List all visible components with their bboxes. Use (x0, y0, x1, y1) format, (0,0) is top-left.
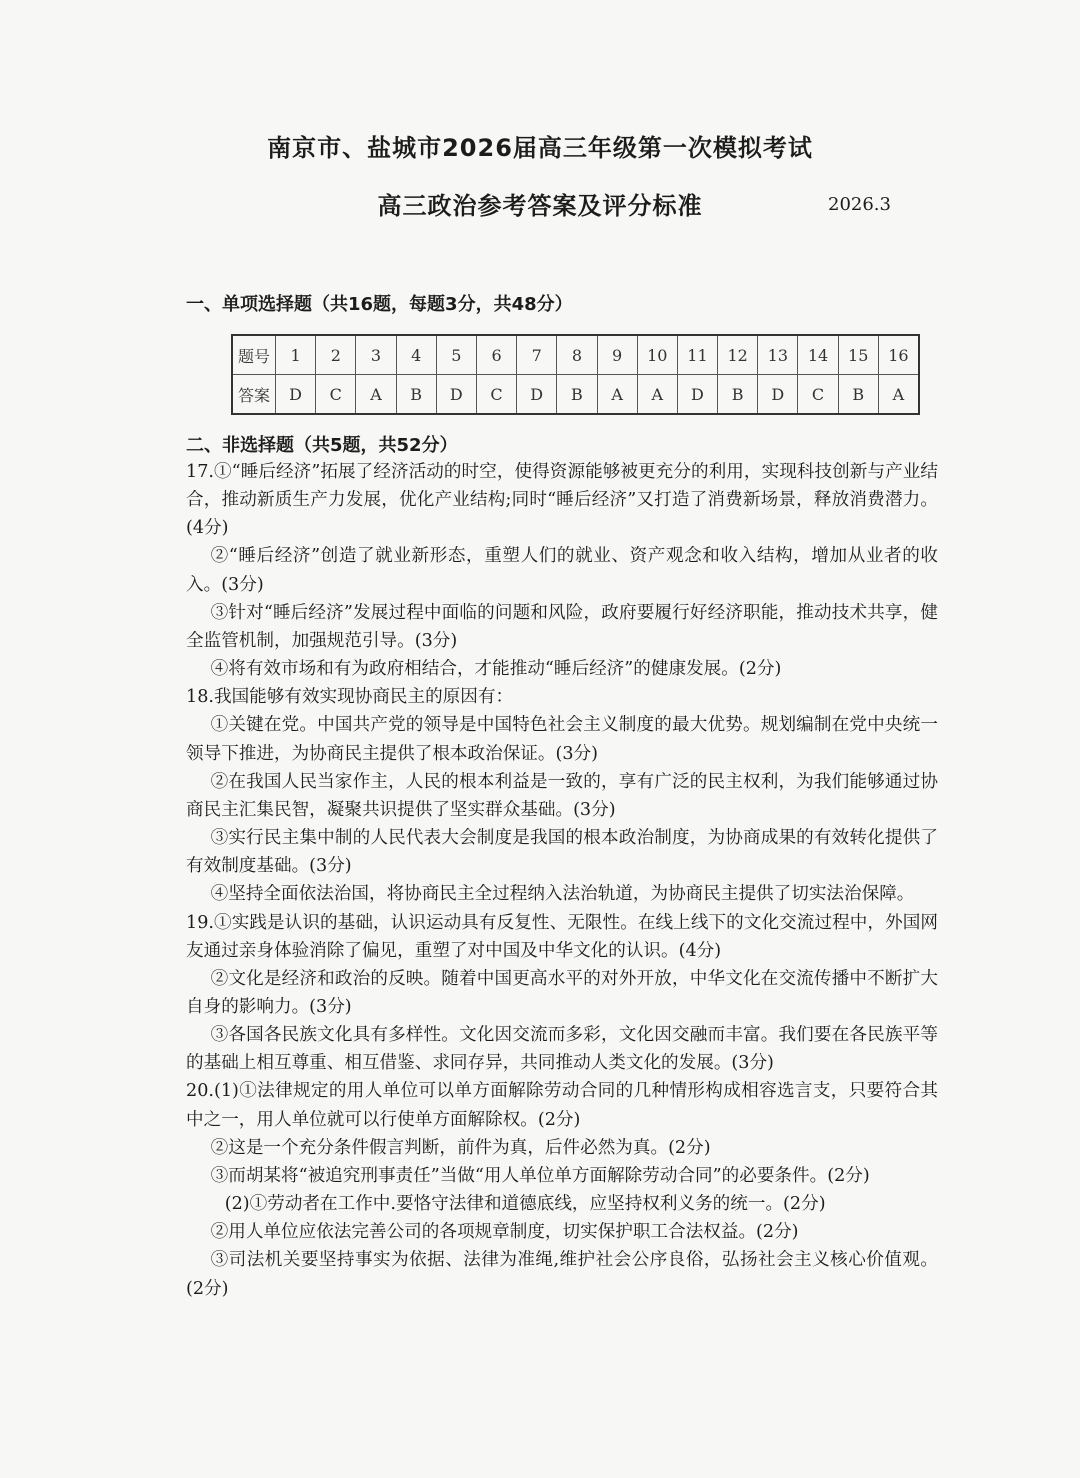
answer-body (186, 458, 938, 1303)
question-number-cell: 4 (396, 335, 436, 375)
answer-paragraph: ④将有效市场和有为政府相结合，才能推动“睡后经济”的健康发展。(2分) (210, 659, 782, 680)
question-number-cell: 11 (677, 335, 717, 375)
answer-cell: A (878, 375, 919, 415)
answer-paragraph: 18.我国能够有效实现协商民主的原因有： (186, 687, 514, 708)
answer-cell: B (396, 375, 436, 415)
question-number-cell: 10 (637, 335, 677, 375)
answer-paragraph: ③各国各民族文化具有多样性。文化因交流而多彩，文化因交融而丰富。我们要在各民族平等的基础上相互尊重、相互借鉴、求同存异，共同推动人类文化的发展。(3分) (186, 1025, 938, 1074)
answer-cell: D (436, 375, 476, 415)
answer-cell: D (276, 375, 316, 415)
question-number-cell: 12 (718, 335, 758, 375)
answer-paragraph: 17.①“睡后经济”拓展了经济活动的时空，使得资源能够被更充分的利用，实现科技创新与产业结合，推动新质生产力发展，优化产业结构;同时“睡后经济”又打造了消费新场景，释放消费潜力。(4分) (186, 462, 938, 539)
question-number-cell: 15 (838, 335, 878, 375)
answer-paragraph: ④坚持全面依法治国，将协商民主全过程纳入法治轨道，为协商民主提供了切实法治保障。 (210, 884, 915, 905)
answer-cell: C (798, 375, 838, 415)
answer-row (232, 375, 919, 415)
answer-cell: A (597, 375, 637, 415)
answer-paragraph: (2)①劳动者在工作中.要恪守法律和道德底线，应坚持权利义务的统一。(2分) (224, 1194, 826, 1215)
answer-cell: D (758, 375, 798, 415)
answer-paragraph: ①关键在党。中国共产党的领导是中国特色社会主义制度的最大优势。规划编制在党中央统一领导下推进，为协商民主提供了根本政治保证。(3分) (186, 715, 938, 764)
answer-paragraph: ②这是一个充分条件假言判断，前件为真，后件必然为真。(2分) (210, 1137, 711, 1158)
answer-cell: D (517, 375, 557, 415)
question-number-cell: 8 (557, 335, 597, 375)
answer-cell: B (838, 375, 878, 415)
answer-cell: C (316, 375, 356, 415)
question-number-cell: 13 (758, 335, 798, 375)
question-number-cell: 1 (276, 335, 316, 375)
answer-paragraph: ②文化是经济和政治的反映。随着中国更高水平的对外开放，中华文化在交流传播中不断扩大自身的影响力。(3分) (186, 968, 938, 1017)
exam-title: 南京市、盐城市2026届高三年级第一次模拟考试 (267, 134, 813, 162)
answer-paragraph: ③而胡某将“被追究刑事责任”当做“用人单位单方面解除劳动合同”的必要条件。(2分) (210, 1165, 870, 1186)
answer-paragraph: 20.(1)①法律规定的用人单位可以单方面解除劳动合同的几种情形构成相容选言支，只要符合其中之一，用人单位就可以行使单方面解除权。(2分) (186, 1081, 938, 1130)
question-number-cell: 14 (798, 335, 838, 375)
answer-paragraph: ③针对“睡后经济”发展过程中面临的问题和风险，政府要履行好经济职能，推动技术共享，健全监管机制，加强规范引导。(3分) (186, 602, 938, 651)
answer-key-subtitle: 高三政治参考答案及评分标准 (377, 192, 703, 220)
section1-heading: 一、单项选择题（共16题，每题3分，共48分） (186, 294, 573, 315)
answer-paragraph: 19.①实践是认识的基础，认识运动具有反复性、无限性。在线上线下的文化交流过程中，外国网友通过亲身体验消除了偏见，重塑了对中国及中华文化的认识。(4分) (186, 912, 938, 961)
answer-cell: A (356, 375, 396, 415)
question-number-cell: 2 (316, 335, 356, 375)
question-number-cell: 9 (597, 335, 637, 375)
answer-cell: D (677, 375, 717, 415)
question-number-cell: 7 (517, 335, 557, 375)
answer-cell: B (718, 375, 758, 415)
answer-paragraph: ③实行民主集中制的人民代表大会制度是我国的根本政治制度，为协商成果的有效转化提供了有效制度基础。(3分) (186, 828, 938, 877)
section2-heading: 二、非选择题（共5题，共52分） (186, 435, 458, 456)
question-number-cell: 6 (476, 335, 516, 375)
row-label-answer: 答案 (232, 375, 276, 415)
question-number-cell: 16 (878, 335, 919, 375)
answer-cell: C (476, 375, 516, 415)
question-number-cell: 3 (356, 335, 396, 375)
exam-date: 2026.3 (828, 194, 891, 215)
question-number-row (232, 335, 919, 375)
question-number-cell: 5 (436, 335, 476, 375)
row-label-question: 题号 (232, 335, 276, 375)
answer-cell: B (557, 375, 597, 415)
answer-cell: A (637, 375, 677, 415)
answer-paragraph: ②用人单位应依法完善公司的各项规章制度，切实保护职工合法权益。(2分) (210, 1222, 799, 1243)
answer-paragraph: ②“睡后经济”创造了就业新形态，重塑人们的就业、资产观念和收入结构，增加从业者的收入。(3分) (186, 546, 938, 595)
answer-paragraph: ②在我国人民当家作主，人民的根本利益是一致的，享有广泛的民主权利，为我们能够通过协商民主汇集民智，凝聚共识提供了坚实群众基础。(3分) (186, 771, 938, 820)
answer-table (231, 334, 920, 415)
answer-paragraph: ③司法机关要坚持事实为依据、法律为准绳,维护社会公序良俗，弘扬社会主义核心价值观。(2分) (186, 1250, 938, 1299)
